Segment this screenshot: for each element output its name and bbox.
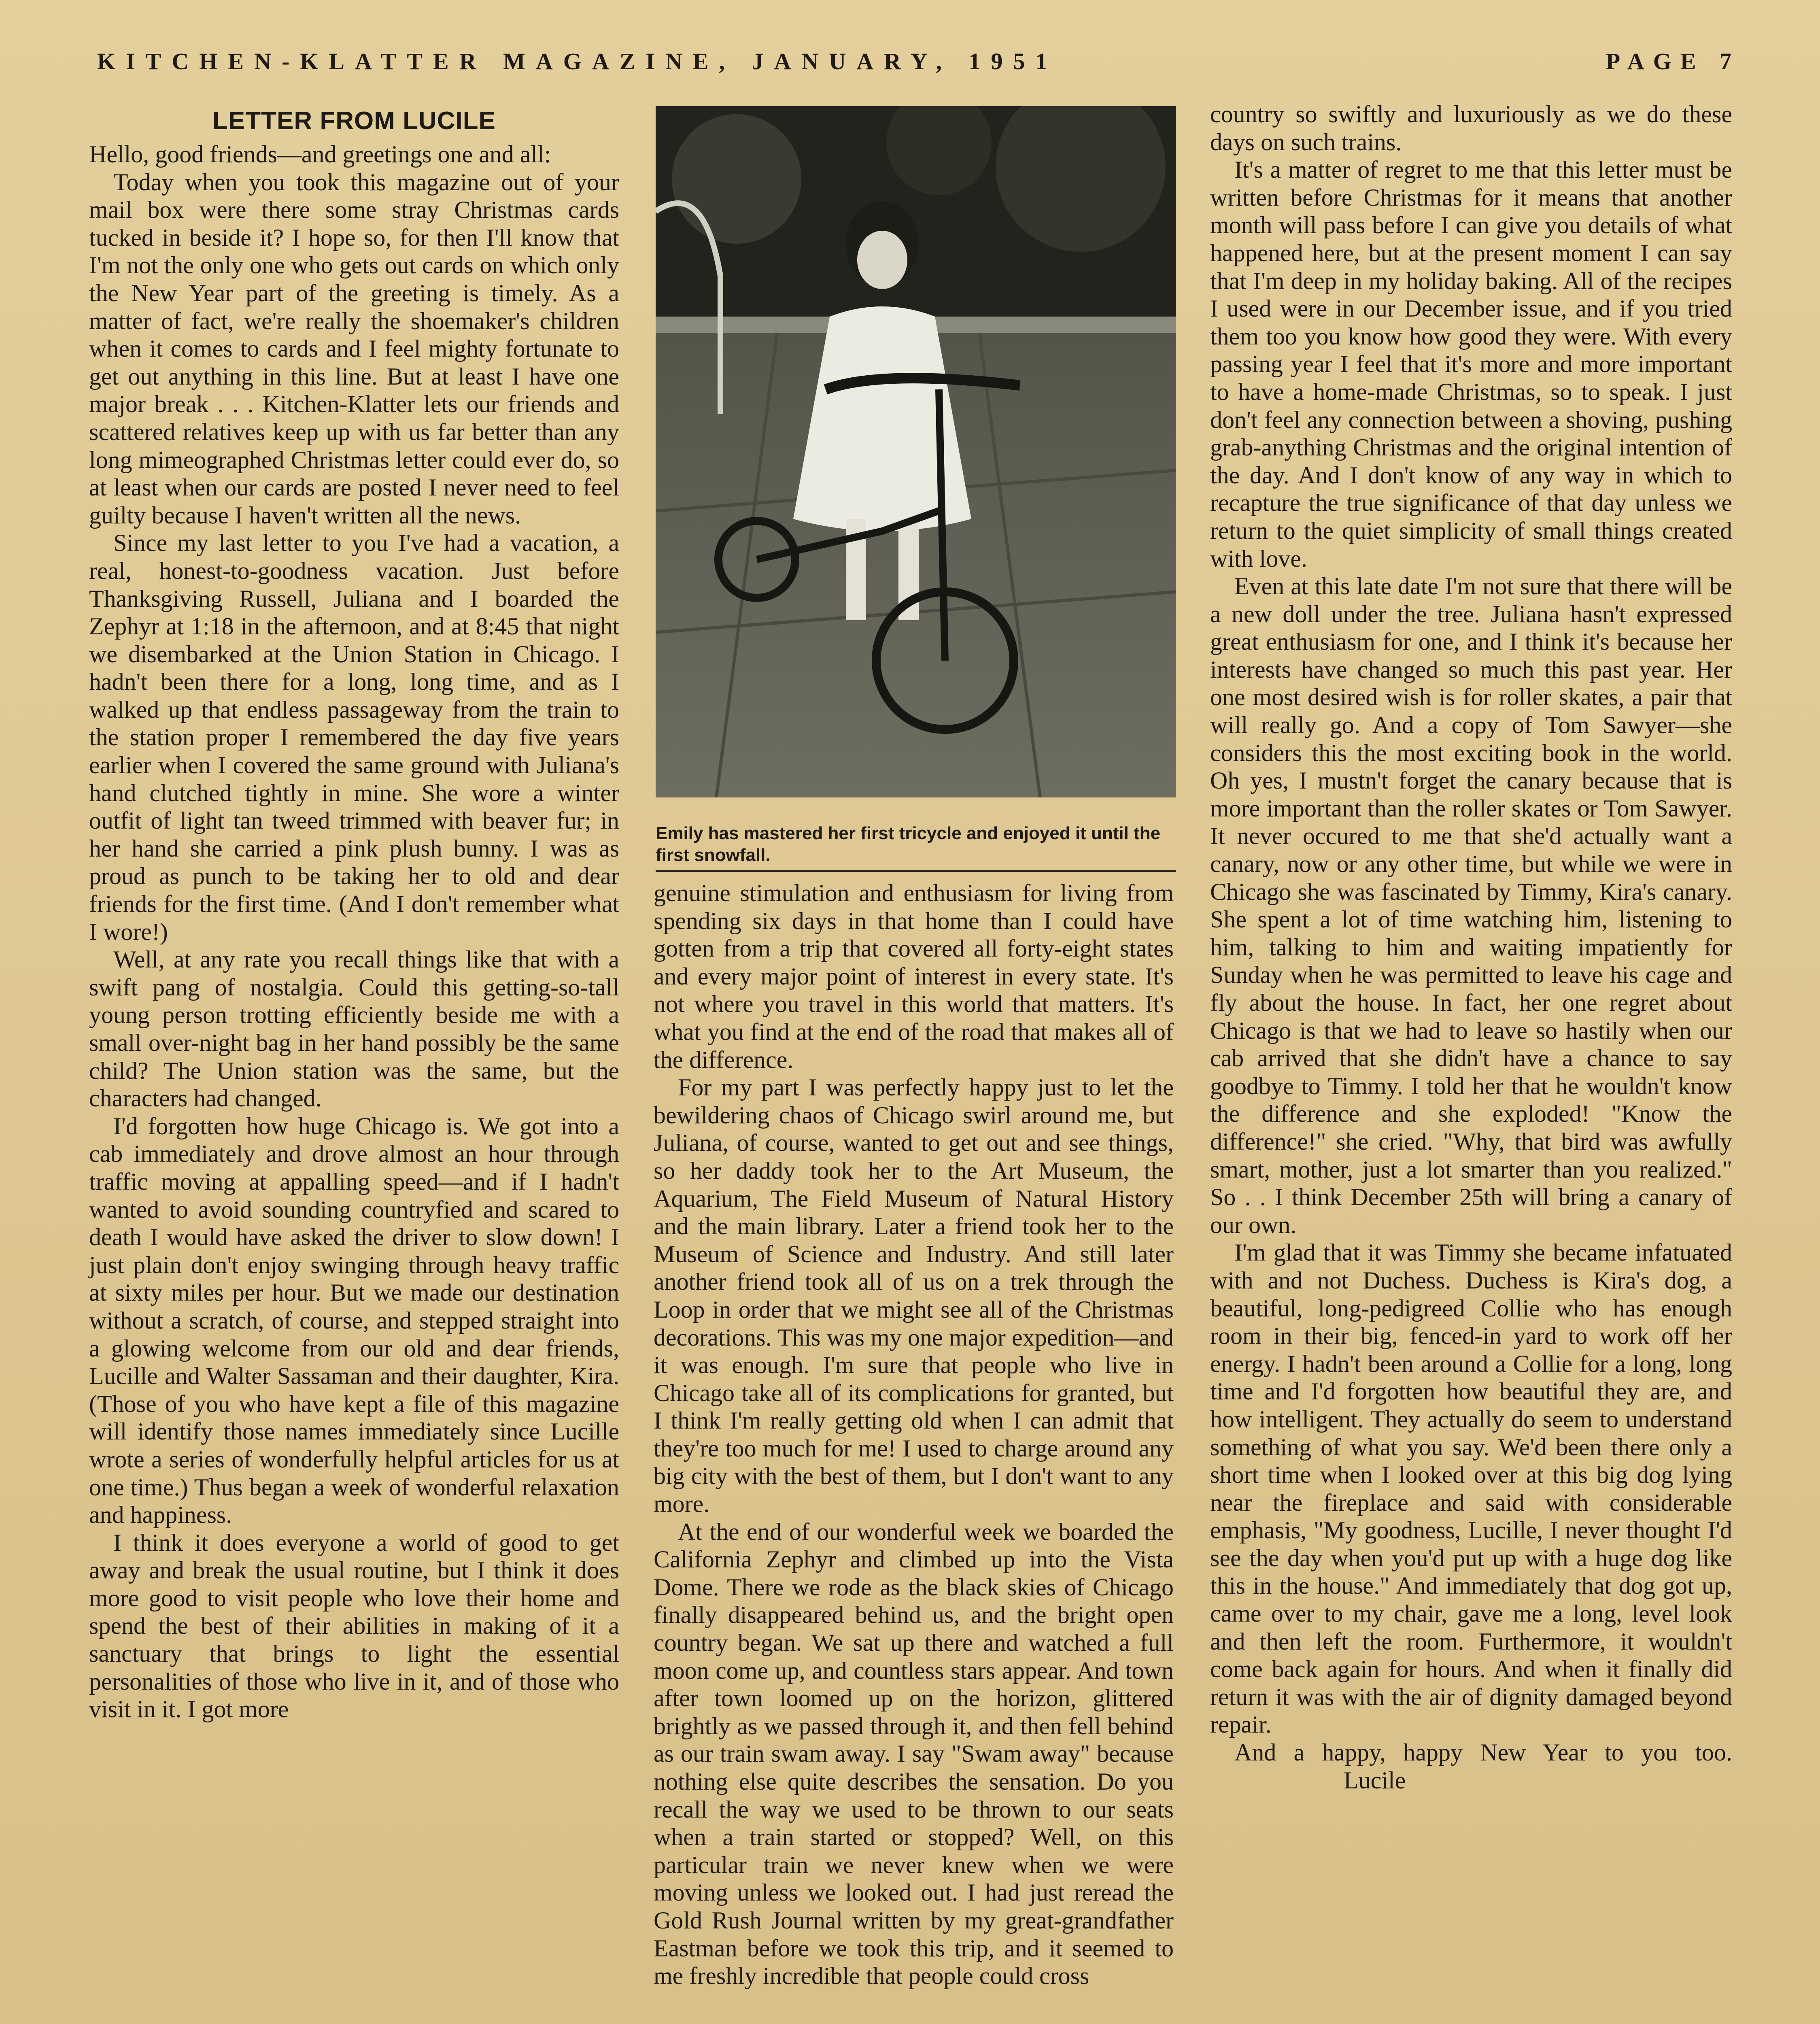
paragraph: At the end of our wonderful week we boarded the California Zephyr and climbed up into the Vista Dome. There we rode as the black skies of Chicago finally disappeared behind us, and the bright open country began. We sat up there and watched a full moon come up, and countless stars appear. And town after town loomed up on the horizon, glittered brightly as we passed through it, and then fell behind as our train swam away. I say "Swam away" because nothing else quite describes the sensation. Do you recall the way we used to be thrown to our seats when a train started or stopped? Well, on this particular train we never knew when we were moving unless we looked out. I had just reread the Gold Rush Journal written by my great-grandfather Eastman before we took this trip, and it seemed to me freshly incredible that people could cross xyxy=(654,1518,1174,1990)
article-title: LETTER FROM LUCILE xyxy=(212,107,496,135)
page-number: PAGE 7 xyxy=(1606,48,1740,74)
paragraph: genuine stimulation and enthusiasm for living from spending six days in that home than I could have gotten from a trip that covered all forty-eight states and every major point of interest in every state. It's not where you travel in this world that matters. It's what you find at the end of the road that makes all of the difference. xyxy=(654,880,1174,1073)
paragraph: I'm glad that it was Timmy she became infatuated with and not Duchess. Duchess is Kira's dog, a beautiful, long-pedigreed Collie who has enough room in their big, fenced-in yard to work off her energy. I hadn't been around a Collie for a long, long time and I'd forgotten how beautiful they are, and how intelligent. They actually do seem to understand something of what you say. We'd been there only a short time when I looked over at this big dog lying near the fireplace and said with considerable emphasis, "My goodness, Lucille, I never thought I'd see the day when you'd put up with a huge dog like this in the house." And immediately that dog got up, came over to my chair, gave me a long, level look and then left the room. Furthermore, it wouldn't come back again for hours. And when it finally did return it was with the air of dignity damaged beyond repair. xyxy=(1210,1239,1732,1738)
photo-child-on-tricycle xyxy=(656,106,1176,797)
paragraph: For my part I was perfectly happy just to let the bewildering chaos of Chicago swirl around me, but Juliana, of course, wanted to get out and see things, so her daddy took her to the Art Museum, the Aquarium, The Field Museum of Natural History and the main library. Later a friend took her to the Museum of Science and Industry. And still later another friend took all of us on a trek through the Loop in order that we might see all of the Christmas decorations. This was my one major expedition—and it was enough. I'm sure that people who live in Chicago take all of its complications for granted, but I think I'm really getting old when I can admit that they're too much for me! I used to charge around any big city with the best of them, but I don't want to any more. xyxy=(654,1074,1174,1518)
masthead xyxy=(97,48,1740,84)
closing-paragraph xyxy=(1210,1739,1732,1794)
photo-caption: Emily has mastered her first tricycle and enjoyed it until the first snowfall. xyxy=(656,823,1161,865)
article-column-3 xyxy=(1210,100,1732,1794)
article-column-1 xyxy=(89,100,619,1723)
masthead-title: KITCHEN-KLATTER MAGAZINE, JANUARY, 1951 xyxy=(97,48,1058,74)
paragraph: I think it does everyone a world of good to get away and break the usual routine, but I think it does more good to visit people who love their home and spend the best of their abilities in making of it a sanctuary that brings to light the essential personalities of those who live in it, and of those who visit in it. I got more xyxy=(89,1529,619,1723)
paragraph: Since my last letter to you I've had a vacation, a real, honest-to-goodness vacation. Just before Thanksgiving Russell, Juliana and I boarded the Zephyr at 1:18 in the afternoon, and at 8:45 that night we disembarked at the Union Station in Chicago. I hadn't been there for a long, long time, and as I walked up that endless passageway from the train to the station proper I remembered the day five years earlier when I covered the same ground with Juliana's hand clutched tightly in mine. She wore a winter outfit of light tan tweed trimmed with beaver fur; in her hand she carried a pink plush bunny. I was as proud as punch to be taking her to old and dear friends for the first time. (And I don't remember what I wore!) xyxy=(89,529,619,945)
paragraph: I'd forgotten how huge Chicago is. We got into a cab immediately and drove almost an hour through traffic moving at appalling speed—and if I hadn't wanted to avoid sounding countryfied and scared to death I would have asked the driver to slow down! I just plain don't enjoy swinging through heavy traffic at sixty miles per hour. But we made our destination without a scratch, of course, and stepped straight into a glowing welcome from our old and dear friends, Lucille and Walter Sassaman and their daughter, Kira. (Those of you who have kept a file of this magazine will identify those names immediately since Lucille wrote a series of wonderfully helpful articles for us at one time.) Thus began a week of wonderful relaxation and happiness. xyxy=(89,1112,619,1529)
article-column-2 xyxy=(654,879,1174,1990)
paragraph: Today when you took this magazine out of your mail box were there some stray Christmas cards tucked in beside it? I hope so, for then I'll know that I'm not the only one who gets out cards on which only the New Year part of the greeting is timely. As a matter of fact, we're really the shoemaker's children when it comes to cards and I feel mighty fortunate to get out anything in this line. But at least I have one major break . . . Kitchen-Klatter lets our friends and scattered relatives keep up with us far better than any long mimeographed Christmas letter could ever do, so at least when our cards are posted I never need to feel guilty because I haven't written all the news. xyxy=(89,168,619,529)
paragraph: Hello, good friends—and greetings one and all: xyxy=(89,141,551,168)
paragraph: Even at this late date I'm not sure that there will be a new doll under the tree. Juliana hasn't expressed great enthusiasm for one, and I think it's because her interests have changed so much this past year. Her one most desired wish is for roller skates, a pair that will really go. And a copy of Tom Sawyer—she considers this the most exciting book in the world. Oh yes, I mustn't forget the canary because that is more important than the roller skates or Tom Sawyer. It never occured to me that she'd actually want a canary, now or any other time, but while we were in Chicago she was fascinated by Timmy, Kira's canary. She spent a lot of time watching him, listening to him, talking to him and waiting impatiently for Sunday when he was permitted to leave his cage and fly about the house. In fact, her one regret about Chicago is that we had to leave so hastily when our cab arrived that she didn't have a chance to say goodbye to Timmy. I told her that he wouldn't know the difference and she exploded! "Know the difference!" she cried. "Why, that bird was awfully smart, mother, just a lot smarter than you realized." So . . I think December 25th will bring a canary of our own. xyxy=(1210,573,1732,1238)
paragraph: Well, at any rate you recall things like that with a swift pang of nostalgia. Could this getting-so-tall young person trotting efficiently beside me with a small over-night bag in her hand possibly be the same child? The Union station was the same, but the characters had changed. xyxy=(89,946,619,1112)
paragraph: It's a matter of regret to me that this letter must be written before Christmas for it means that another month will pass before I can give you details of what happened here, but at the present moment I can say that I'm deep in my holiday baking. All of the recipes I used were in our December issue, and if you tried them too you know how good they were. With every passing year I feel that it's more and more important to have a home-made Christmas, so to speak. I just don't feel any connection between a shoving, pushing grab-anything Christmas and the original intention of the day. And I don't know of any way in which to recapture the true significance of that day unless we return to the quiet simplicity of small things created with love. xyxy=(1210,156,1732,572)
caption-divider xyxy=(656,870,1176,872)
closing-text: And a happy, happy New Year to you too. xyxy=(1234,1739,1732,1766)
paragraph: country so swiftly and luxuriously as we do these days on such trains. xyxy=(1210,101,1732,155)
tricycle-photo-illustration xyxy=(656,106,1176,797)
signature: Lucile xyxy=(1344,1767,1406,1794)
